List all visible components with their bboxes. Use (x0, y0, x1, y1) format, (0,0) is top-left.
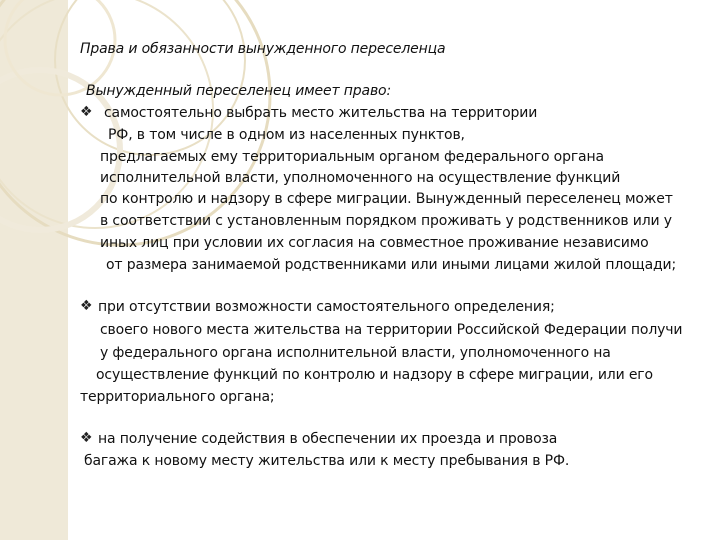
bullet-diamond-icon: ❖ (80, 104, 93, 120)
item-1-line: иных лиц при условии их согласия на совместное проживание независимо (100, 235, 649, 251)
intro-text: Вынужденный переселенец имеет право: (86, 83, 392, 99)
item-2-line: территориального органа; (80, 389, 275, 405)
bullet-diamond-icon: ❖ (80, 298, 93, 314)
item-1-line: самостоятельно выбрать место жительства на территории (104, 105, 538, 121)
item-1-line: от размера занимаемой родственниками или иными лицами жилой площади; (106, 257, 677, 273)
item-1-line: по контролю и надзору в сфере миграции. Вынужденный переселенец может (100, 191, 673, 207)
item-1-line: в соответствии с установленным порядком проживать у родственников или у (100, 213, 672, 229)
item-3-line: багажа к новому месту жительства или к месту пребывания в РФ. (84, 453, 570, 469)
bullet-diamond-icon: ❖ (80, 430, 93, 446)
item-2-line: своего нового места жительства на территории Российской Федерации получи (100, 322, 683, 338)
page-title: Права и обязанности вынужденного переселенца (80, 41, 446, 57)
item-2-line: при отсутствии возможности самостоятельного определения; (98, 299, 555, 315)
item-1-line: предлагаемых ему территориальным органом федерального органа (100, 149, 604, 165)
item-1-line: исполнительной власти, уполномоченного на осуществление функций (100, 170, 621, 186)
item-2-line: у федерального органа исполнительной власти, уполномоченного на (100, 345, 611, 361)
item-3-line: на получение содействия в обеспечении их проезда и провоза (98, 431, 558, 447)
item-1-line: РФ, в том числе в одном из населенных пунктов, (108, 127, 465, 143)
item-2-line: осуществление функций по контролю и надзору в сфере миграции, или его (96, 367, 653, 383)
